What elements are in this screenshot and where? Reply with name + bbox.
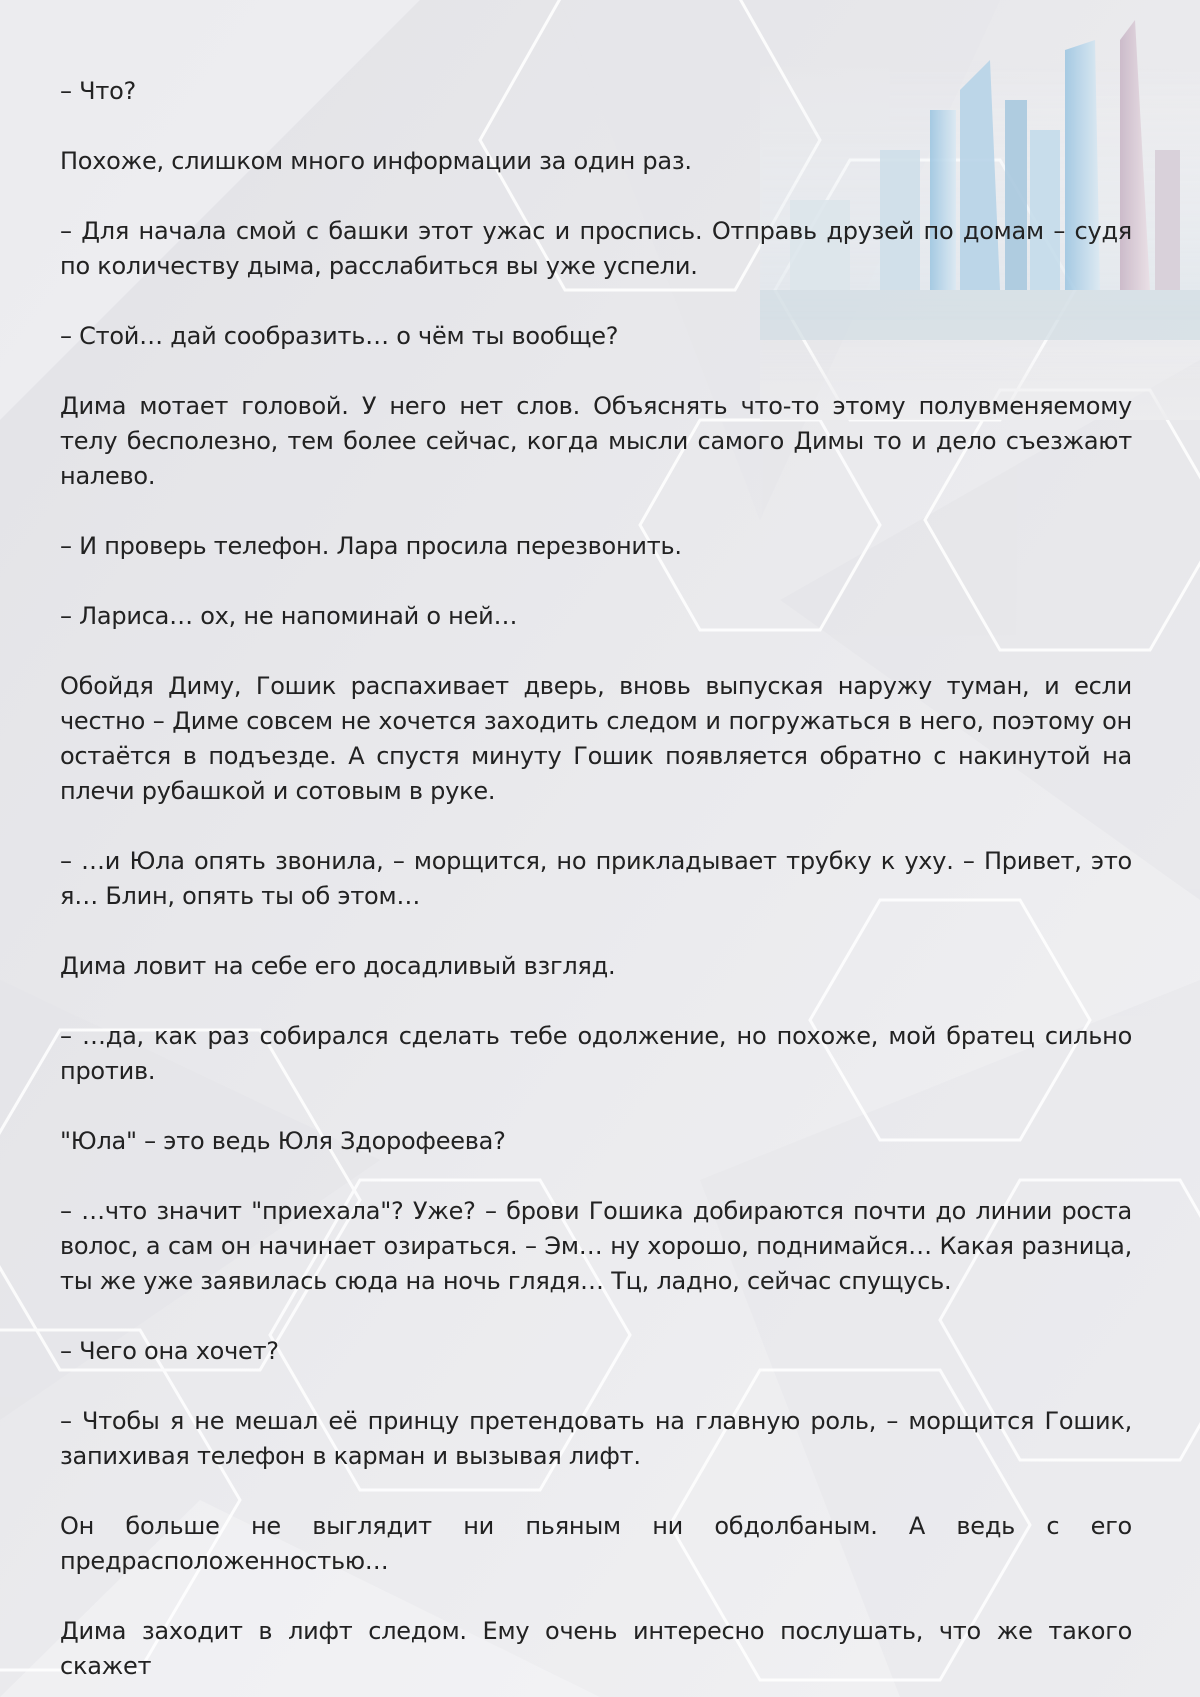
paragraph: – Что?: [60, 77, 136, 105]
paragraph: Похоже, слишком много информации за один раз.: [60, 147, 692, 175]
paragraph: – Лариса… ох, не напоминай о ней…: [60, 602, 518, 630]
paragraph: Он больше не выглядит ни пьяным ни обдолбаным. А ведь с его предрасположенностью…: [60, 1512, 1132, 1575]
paragraph: – …что значит "приехала"? Уже? – брови Гошика добираются почти до линии роста волос, а сам он начинает озираться. – Эм… ну хорошо, поднимайся… Какая разница, ты же уже заявилась сюда на ночь глядя… Тц, ладно, сейчас спущусь.: [60, 1197, 1132, 1295]
paragraph: – Чего она хочет?: [60, 1337, 279, 1365]
paragraph: Обойдя Диму, Гошик распахивает дверь, вновь выпуская наружу туман, и если честно – Диме совсем не хочется заходить следом и погружаться в него, поэтому он остаётся в подъезде. А спустя минуту Гошик появляется обратно с накинутой на плечи рубашкой и сотовым в руке.: [60, 672, 1132, 805]
page-body-text: [60, 74, 1132, 1684]
paragraph: – …и Юла опять звонила, – морщится, но прикладывает трубку к уху. – Привет, это я… Блин, опять ты об этом…: [60, 847, 1132, 910]
paragraph: – И проверь телефон. Лара просила перезвонить.: [60, 532, 682, 560]
paragraph: – Стой… дай сообразить… о чём ты вообще?: [60, 322, 619, 350]
paragraph: Дима ловит на себе его досадливый взгляд.: [60, 952, 616, 980]
paragraph: – …да, как раз собирался сделать тебе одолжение, но похоже, мой братец сильно против.: [60, 1022, 1132, 1085]
paragraph: – Чтобы я не мешал её принцу претендовать на главную роль, – морщится Гошик, запихивая телефон в карман и вызывая лифт.: [60, 1407, 1132, 1470]
paragraph: – Для начала смой с башки этот ужас и проспись. Отправь друзей по домам – судя по количеству дыма, расслабиться вы уже успели.: [60, 217, 1132, 280]
paragraph: "Юла" – это ведь Юля Здорофеева?: [60, 1127, 506, 1155]
paragraph: Дима заходит в лифт следом. Ему очень интересно послушать, что же такого скажет: [60, 1617, 1132, 1680]
paragraph: Дима мотает головой. У него нет слов. Объяснять что-то этому полувменяемому телу бесполезно, тем более сейчас, когда мысли самого Димы то и дело съезжают налево.: [60, 392, 1132, 490]
